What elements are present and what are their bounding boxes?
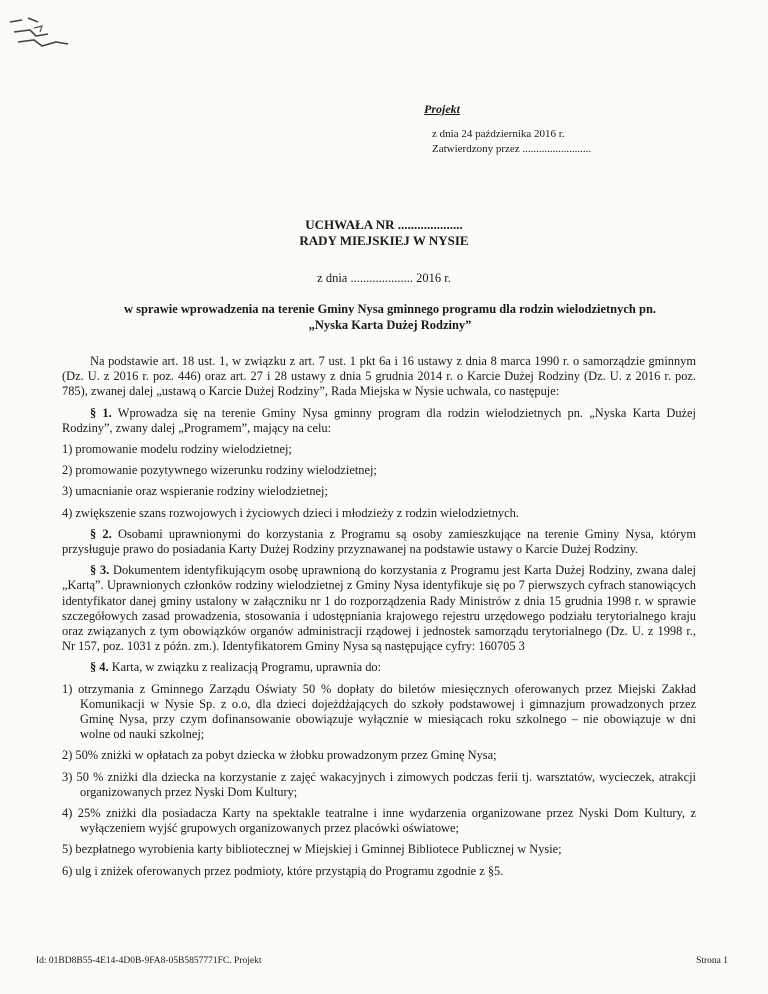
page-number: Strona 1 bbox=[696, 956, 728, 966]
section-4-item: 2) 50% zniżki w opłatach za pobyt dziecka w żłobku prowadzonym przez Gminę Nysa; bbox=[62, 748, 497, 763]
section-1-label: § 1. bbox=[90, 405, 112, 420]
document-id: Id: 01BD8B55-4E14-4D0B-9FA8-05B5857771FC. Projekt bbox=[36, 956, 262, 966]
section-4-item: 6) ulg i zniżek oferowanych przez podmioty, które przystąpią do Programu zgodnie z §5. bbox=[62, 863, 504, 878]
subject-line-2: „Nyska Karta Dużej Rodziny” bbox=[308, 318, 472, 332]
draft-info bbox=[424, 102, 592, 157]
section-4-label: § 4. bbox=[90, 660, 109, 675]
draft-date: z dnia 24 października 2016 r. bbox=[432, 128, 565, 140]
section-3-text: Dokumentem identyfikującym osobę uprawnioną do korzystania z Programu jest Karta Dużej Rodziny, zwana dalej „Kartą”. Uprawnionych członków rodziny wielodzietnej z Gminy Nysa identyfikuje się po 7 pierwszych cyfrach stanowiących identyfikator danej gminy ustalony w załączniku nr 1 do rozporządzenia Rady Ministrów z dnia 15 grudnia 1998 r. w sprawie szczegółowych zasad prowadzenia, stosowania i udostępniania krajowego rejestru urzędowego podziału terytorialnego kraju oraz związanych z tym obowiązków organów administracji rządowej i jednostek samorządu terytorialnego (Dz. U. z 1998 r., Nr 157, poz. 1031 z późn. zm.). Identyfikatorem Gminy Nysa są następujące cyfry: 160705 3 bbox=[62, 563, 696, 654]
section-1-item: 1) promowanie modelu rodziny wielodzietnej; bbox=[62, 442, 292, 457]
approved-by: Zatwierdzony przez ......................... bbox=[432, 143, 592, 155]
section-4-item: 4) 25% zniżki dla posiadacza Karty na spektakle teatralne i inne wydarzenia organizowane przez Nyski Dom Kultury, z wyłączeniem wyjść grupowych organizowanych przez placówki oświatowe; bbox=[62, 806, 696, 836]
resolution-body bbox=[62, 354, 696, 885]
resolution-title bbox=[0, 217, 768, 249]
section-4-item: 1) otrzymania z Gminnego Zarządu Oświaty 50 % dopłaty do biletów miesięcznych oferowanych przez Miejski Zakład Komunikacji w Nysie Sp. z o.o, dla dzieci dojeżdżających do szkoły podstawowej i gimnazjum prowadzonych przez Gminę Nysa, przy czym dofinansowanie obowiązuje wyłącznie w miesiącach roku szkolnego – nie obowiązuje w dni wolne od nauki szkolnej; bbox=[62, 681, 696, 742]
section-1 bbox=[62, 406, 696, 436]
draft-label: Projekt bbox=[424, 102, 460, 116]
section-1-item: 4) zwiększenie szans rozwojowych i życiowych dzieci i młodzieży z rodzin wielodzietnych. bbox=[62, 505, 519, 520]
section-4-item: 3) 50 % zniżki dla dziecka na korzystanie z zajęć wakacyjnych i zimowych podczas ferii tj. warsztatów, wycieczek, atrakcji organizowanych przez Nyski Dom Kultury; bbox=[62, 769, 696, 799]
preamble: Na podstawie art. 18 ust. 1, w związku z art. 7 ust. 1 pkt 6a i 16 ustawy z dnia 8 marca 1990 r. o samorządzie gminnym (Dz. U. z 2016 r. poz. 446) oraz art. 27 i 28 ustawy z dnia 5 grudnia 2014 r. o Karcie Dużej Rodziny (Dz. U. z 2016 r. poz. 785), zwanej dalej „ustawą o Karcie Dużej Rodziny”, Rada Miejska w Nysie uchwala, co następuje: bbox=[62, 354, 696, 399]
resolution-date: z dnia .................... 2016 r. bbox=[317, 271, 451, 285]
section-4 bbox=[62, 660, 696, 675]
section-1-text: Wprowadza się na terenie Gminy Nysa gminny program dla rodzin wielodzietnych pn. „Nyska Karta Dużej Rodziny”, zwany dalej „Programem”, mający na celu: bbox=[62, 405, 696, 435]
handwritten-mark bbox=[8, 10, 78, 60]
resolution-number: UCHWAŁA NR .................... bbox=[305, 217, 463, 232]
section-2-text: Osobami uprawnionymi do korzystania z Programu są osoby zamieszkujące na terenie Gminy Nysa, którym przysługuje prawo do posiadania Karty Dużej Rodziny przyznawanej na podstawie ustawy o Karcie Dużej Rodziny. bbox=[62, 526, 697, 557]
subject-line-1: w sprawie wprowadzenia na terenie Gminy Nysa gminnego programu dla rodzin wielodzietnych pn. bbox=[123, 302, 657, 316]
section-2-label: § 2. bbox=[90, 526, 112, 541]
resolution-subject bbox=[60, 301, 720, 333]
section-3-label: § 3. bbox=[90, 563, 110, 578]
section-1-item: 3) umacnianie oraz wspieranie rodziny wielodzietnej; bbox=[62, 484, 328, 499]
section-4-text: Karta, w związku z realizacją Programu, uprawnia do: bbox=[108, 660, 382, 675]
section-1-item: 2) promowanie pozytywnego wizerunku rodziny wielodzietnej; bbox=[62, 463, 377, 478]
council-name: RADY MIEJSKIEJ W NYSIE bbox=[299, 233, 469, 248]
section-3 bbox=[62, 563, 696, 654]
section-4-item: 5) bezpłatnego wyrobienia karty bibliotecznej w Miejskiej i Gminnej Bibliotece Publicznej w Nysie; bbox=[62, 842, 562, 857]
section-2 bbox=[62, 527, 696, 557]
